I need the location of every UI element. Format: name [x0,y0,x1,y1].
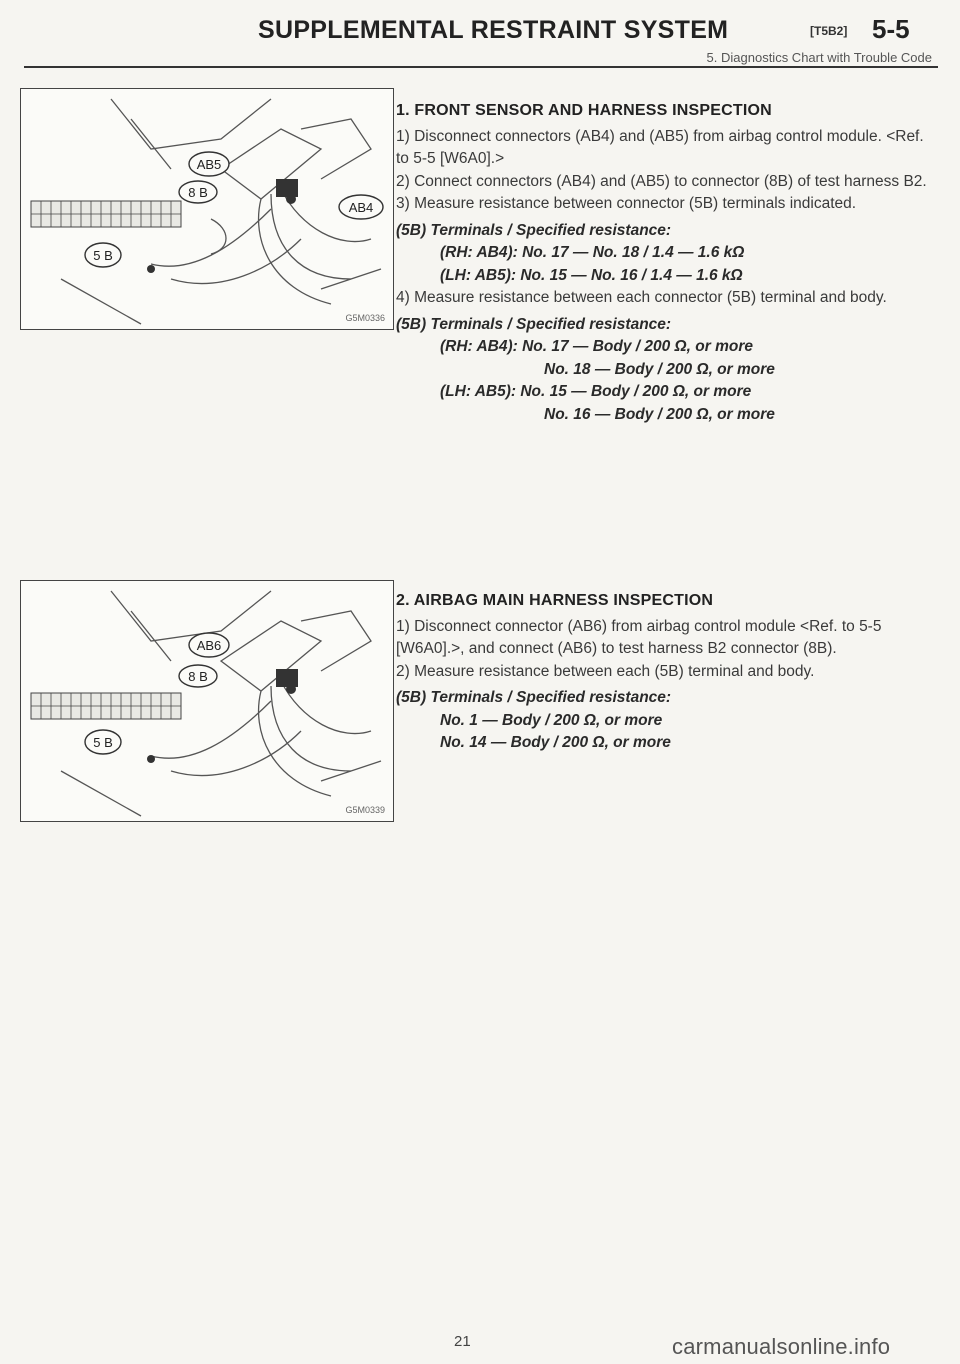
section-heading: 1. FRONT SENSOR AND HARNESS INSPECTION [396,102,772,119]
page-header [0,0,960,72]
page-title: SUPPLEMENTAL RESTRAINT SYSTEM [258,16,729,44]
connector-label: 8 B [188,669,208,684]
spec-line: (RH: AB4): No. 17 — No. 18 / 1.4 — 1.6 kΩ [440,244,745,261]
wiring-illustration [21,581,393,821]
instruction-step: 1) Disconnect connector (AB6) from airbag control module <Ref. to 5-5 [W6A0].>, and connect (AB6) to test harness B2 connector (8B). [396,617,882,657]
instruction-step: 2) Connect connectors (AB4) and (AB5) to connector (8B) of test harness B2. [396,172,927,190]
spec-title: (5B) Terminals / Specified resistance: [396,221,672,239]
figure-main-harness [20,580,394,822]
instruction-step: 2) Measure resistance between each (5B) terminal and body. [396,662,815,680]
spec-line: No. 16 — Body / 200 Ω, or more [544,405,775,423]
instruction-step: 4) Measure resistance between each connector (5B) terminal and body. [396,289,887,306]
page-reference: 5-5 [872,14,910,44]
figure-code: G5M0339 [345,805,385,815]
connector-label: 8 B [188,185,208,200]
spec-line: No. 18 — Body / 200 Ω, or more [544,360,775,378]
spec-line: (LH: AB5): No. 15 — Body / 200 Ω, or more [440,383,752,400]
spec-line: (LH: AB5): No. 15 — No. 16 / 1.4 — 1.6 kΩ [440,266,743,284]
section-front-sensor [396,100,936,426]
connector-label: AB5 [196,157,222,172]
connector-label: AB6 [196,638,222,653]
section-heading: 2. AIRBAG MAIN HARNESS INSPECTION [396,592,714,609]
site-watermark: carmanualsonline.info [672,1334,891,1359]
page-number: 21 [454,1333,471,1350]
connector-label: AB4 [348,200,374,215]
spec-line: (RH: AB4): No. 17 — Body / 200 Ω, or more [440,338,753,355]
spec-line: No. 14 — Body / 200 Ω, or more [440,734,671,751]
figure-code: G5M0336 [345,313,385,323]
spec-title: (5B) Terminals / Specified resistance: [396,689,672,706]
wiring-illustration [21,89,393,329]
spec-title: (5B) Terminals / Specified resistance: [396,315,672,333]
section-main-harness [396,590,936,755]
instruction-step: 1) Disconnect connectors (AB4) and (AB5) from airbag control module. <Ref. to 5-5 [W6A0].> [396,127,924,167]
figure-front-sensor-harness [20,88,394,330]
page-subtitle: 5. Diagnostics Chart with Trouble Code [706,50,932,65]
instruction-step: 3) Measure resistance between connector (5B) terminals indicated. [396,195,857,212]
connector-label: 5 B [93,735,113,750]
section-code: [T5B2] [810,24,848,38]
connector-label: 5 B [93,248,113,263]
header-divider [24,66,938,68]
spec-line: No. 1 — Body / 200 Ω, or more [440,711,663,729]
